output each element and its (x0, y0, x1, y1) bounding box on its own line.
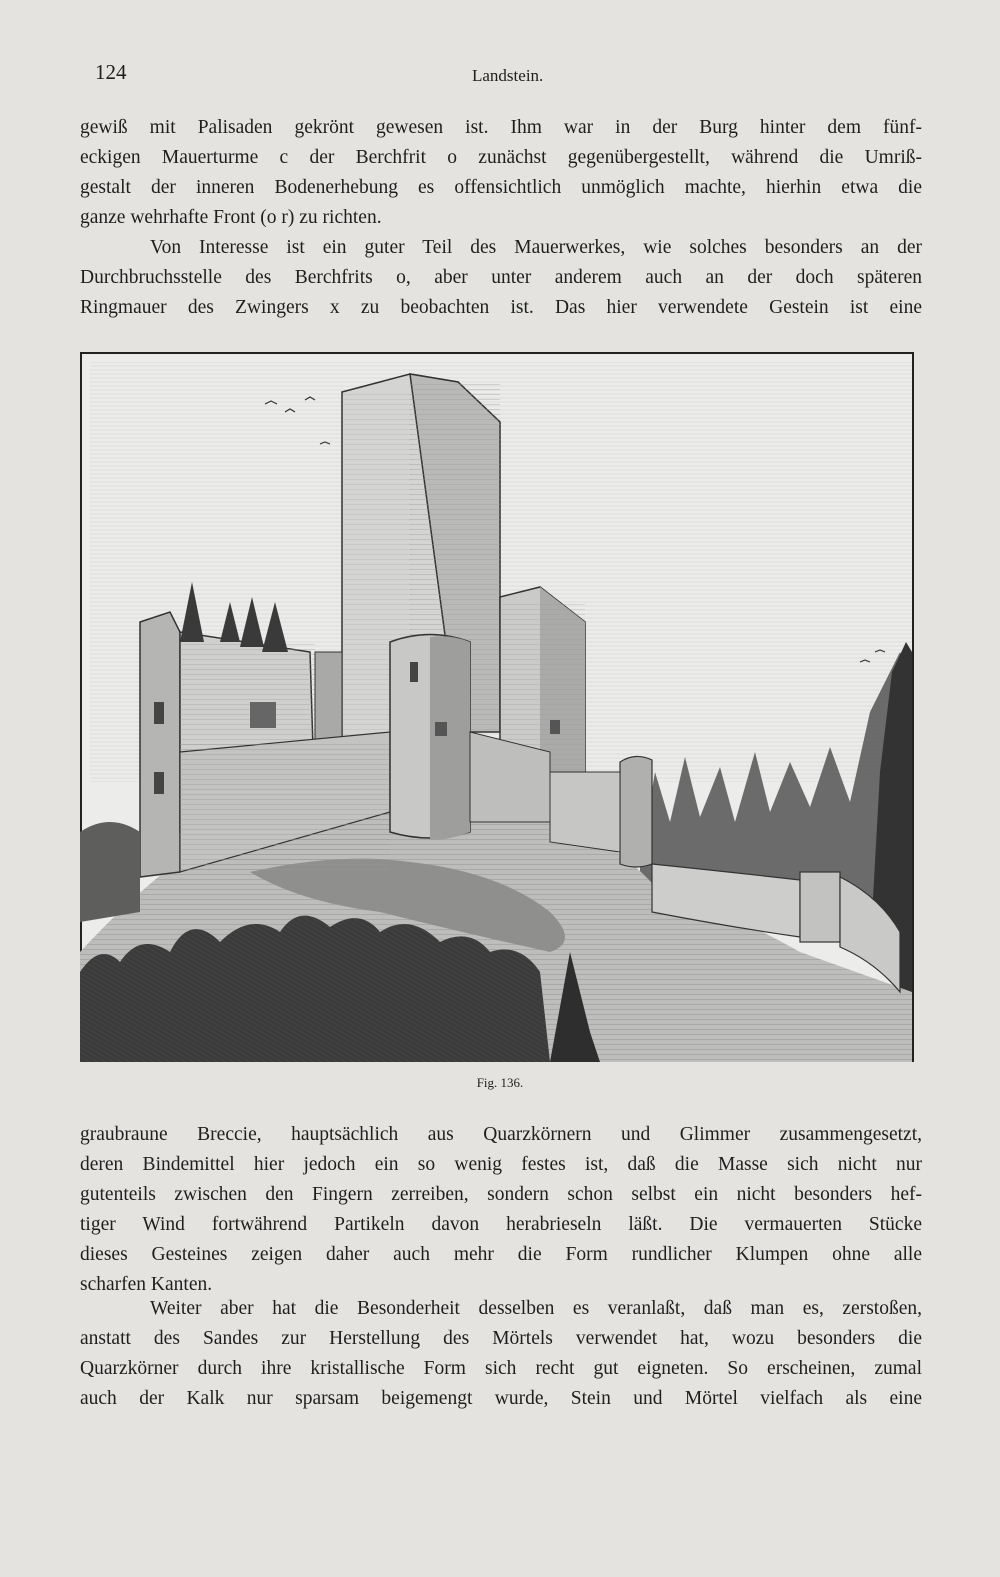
text-line: graubraune Breccie, hauptsächlich aus Quarzkörnern und Glimmer zusammengesetzt, (80, 1124, 922, 1145)
paragraph-2 (80, 233, 922, 323)
text-line: ganze wehrhafte Front (o r) zu richten. (80, 207, 382, 228)
text-line: gutenteils zwischen den Fingern zerreiben, sondern schon selbst ein nicht besonders hef- (80, 1184, 922, 1205)
text-line: Quarzkörner durch ihre kristallische Form sich recht gut eigneten. So erscheinen, zumal (80, 1358, 922, 1379)
text-line: deren Bindemittel hier jedoch ein so wenig festes ist, daß die Masse sich nicht nur (80, 1154, 922, 1175)
castle-illustration (80, 352, 914, 1062)
page-number: 124 (95, 60, 127, 84)
text-line: Von Interesse ist ein guter Teil des Mauerwerkes, wie solches besonders an der (150, 237, 922, 258)
text-line: Durchbruchsstelle des Berchfrits o, aber unter anderem auch an der doch späteren (80, 267, 922, 288)
text-line: anstatt des Sandes zur Herstellung des Mörtels verwendet hat, wozu besonders die (80, 1328, 922, 1349)
text-line: Ringmauer des Zwingers x zu beobachten ist. Das hier verwendete Gestein ist eine (80, 297, 922, 318)
text-line: tiger Wind fortwährend Partikeln davon herabrieseln läßt. Die vermauerten Stücke (80, 1214, 922, 1235)
text-line: gestalt der inneren Bodenerhebung es offensichtlich unmöglich machte, hierhin etwa die (80, 177, 922, 198)
running-head: Landstein. (472, 66, 544, 85)
text-line: eckigen Mauerturme c der Berchfrit o zunächst gegenübergestellt, während die Umriß- (80, 147, 922, 168)
text-line: dieses Gesteines zeigen daher auch mehr die Form rundlicher Klumpen ohne alle (80, 1244, 922, 1265)
text-line: gewiß mit Palisaden gekrönt gewesen ist. Ihm war in der Burg hinter dem fünf- (80, 117, 922, 138)
text-line: scharfen Kanten. (80, 1274, 213, 1295)
paragraph-4 (80, 1294, 922, 1414)
text-line: auch der Kalk nur sparsam beigemengt wurde, Stein und Mörtel vielfach als eine (80, 1388, 922, 1409)
paragraph-1 (80, 113, 922, 233)
paragraph-3 (80, 1120, 922, 1300)
text-line: Weiter aber hat die Besonderheit desselben es veranlaßt, daß man es, zerstoßen, (150, 1298, 922, 1319)
figure-caption: Fig. 136. (476, 1075, 524, 1090)
castle-engraving (80, 352, 914, 1062)
